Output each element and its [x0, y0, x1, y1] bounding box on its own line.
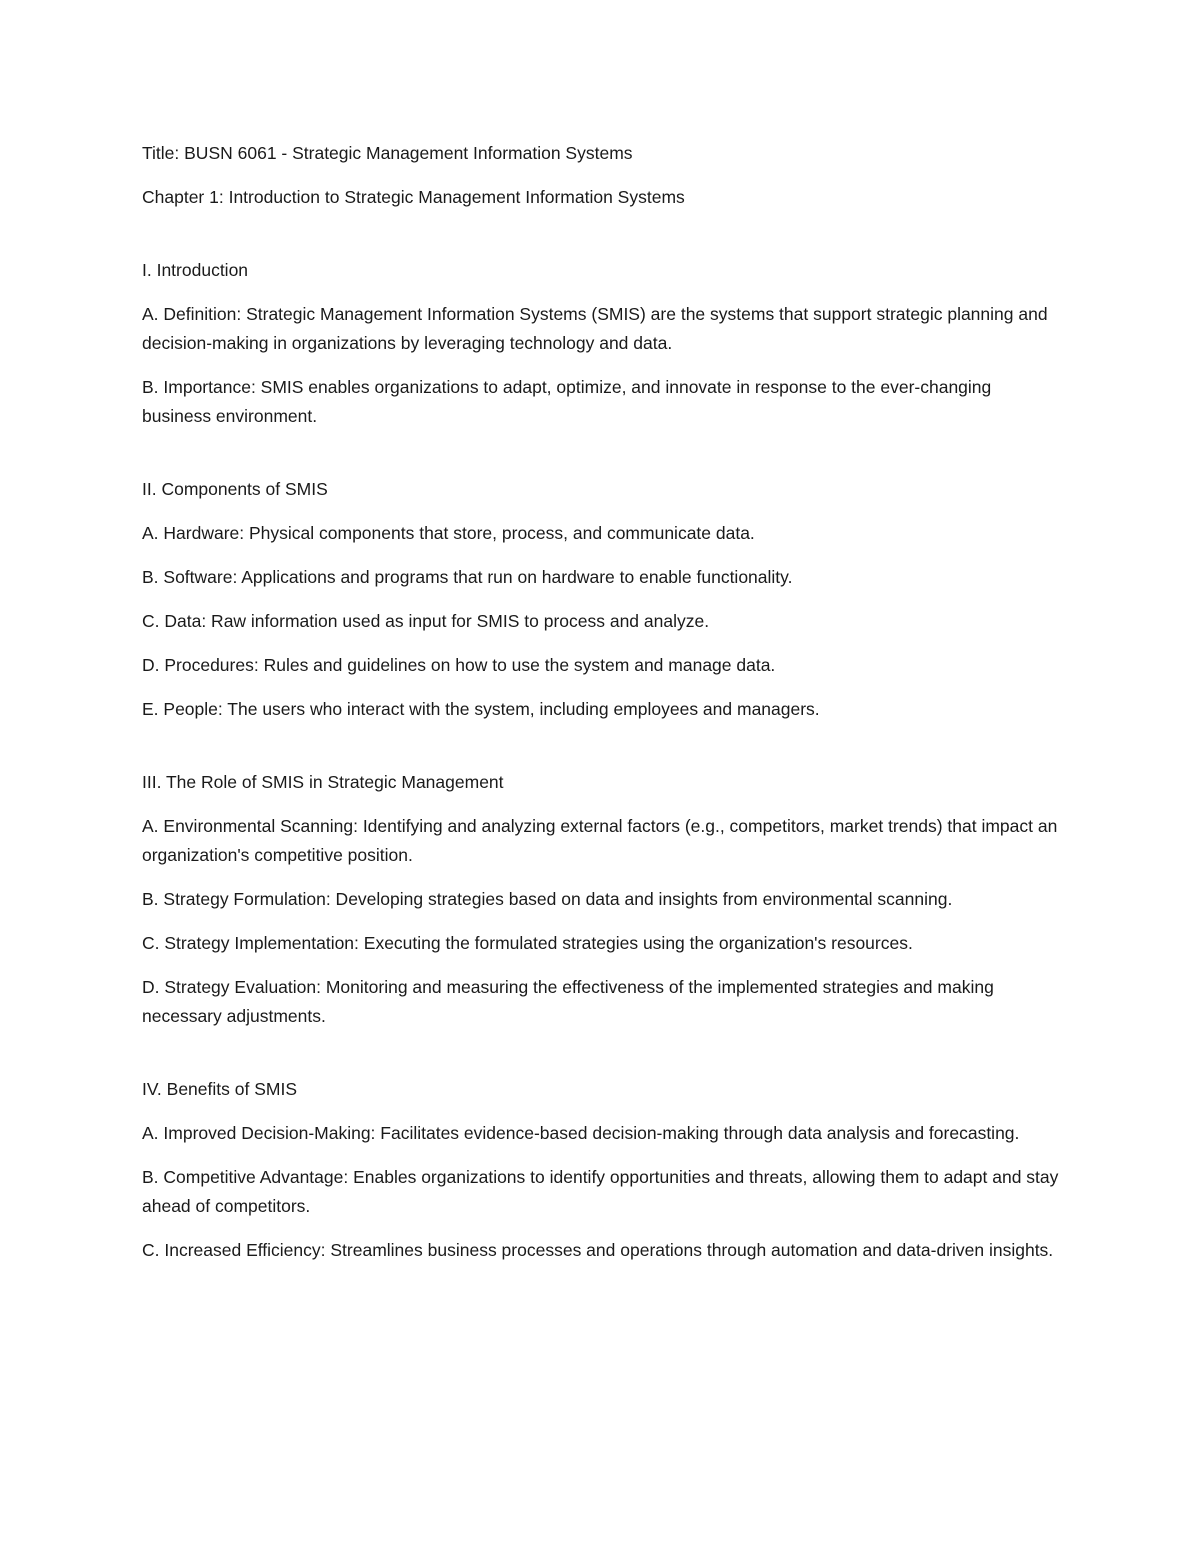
- section-item: A. Improved Decision-Making: Facilitates evidence-based decision-making through data analysis and forecasting.: [142, 1123, 1020, 1143]
- section-item: B. Importance: SMIS enables organizations to adapt, optimize, and innovate in response to the ever-changing business environment.: [142, 377, 992, 426]
- section-heading-role: III. The Role of SMIS in Strategic Management: [142, 772, 504, 792]
- spacer: [142, 739, 1062, 768]
- section-item: B. Software: Applications and programs that run on hardware to enable functionality.: [142, 567, 793, 587]
- section-item: C. Increased Efficiency: Streamlines business processes and operations through automation and data-driven insights.: [142, 1240, 1054, 1260]
- spacer: [142, 446, 1062, 475]
- spacer: [142, 1046, 1062, 1075]
- section-item: A. Definition: Strategic Management Information Systems (SMIS) are the systems that support strategic planning and decision-making in organizations by leveraging technology and data.: [142, 304, 1048, 353]
- spacer: [142, 227, 1062, 256]
- section-heading-introduction: I. Introduction: [142, 260, 249, 280]
- section-item: A. Hardware: Physical components that store, process, and communicate data.: [142, 523, 755, 543]
- document-title: Title: BUSN 6061 - Strategic Management Information Systems: [142, 143, 633, 163]
- section-heading-components: II. Components of SMIS: [142, 479, 328, 499]
- section-item: A. Environmental Scanning: Identifying and analyzing external factors (e.g., competitors, market trends) that impact an organization's competitive position.: [142, 816, 1058, 865]
- section-heading-benefits: IV. Benefits of SMIS: [142, 1079, 297, 1099]
- section-item: C. Data: Raw information used as input for SMIS to process and analyze.: [142, 611, 710, 631]
- section-item: B. Competitive Advantage: Enables organizations to identify opportunities and threats, allowing them to adapt and stay ahead of competitors.: [142, 1167, 1059, 1216]
- chapter-title: Chapter 1: Introduction to Strategic Management Information Systems: [142, 187, 685, 207]
- section-item: B. Strategy Formulation: Developing strategies based on data and insights from environmental scanning.: [142, 889, 953, 909]
- section-item: C. Strategy Implementation: Executing the formulated strategies using the organization's resources.: [142, 933, 913, 953]
- section-item: E. People: The users who interact with the system, including employees and managers.: [142, 699, 820, 719]
- document-body: [142, 139, 1062, 1280]
- section-item: D. Strategy Evaluation: Monitoring and measuring the effectiveness of the implemented strategies and making necessary adjustments.: [142, 977, 994, 1026]
- section-item: D. Procedures: Rules and guidelines on how to use the system and manage data.: [142, 655, 776, 675]
